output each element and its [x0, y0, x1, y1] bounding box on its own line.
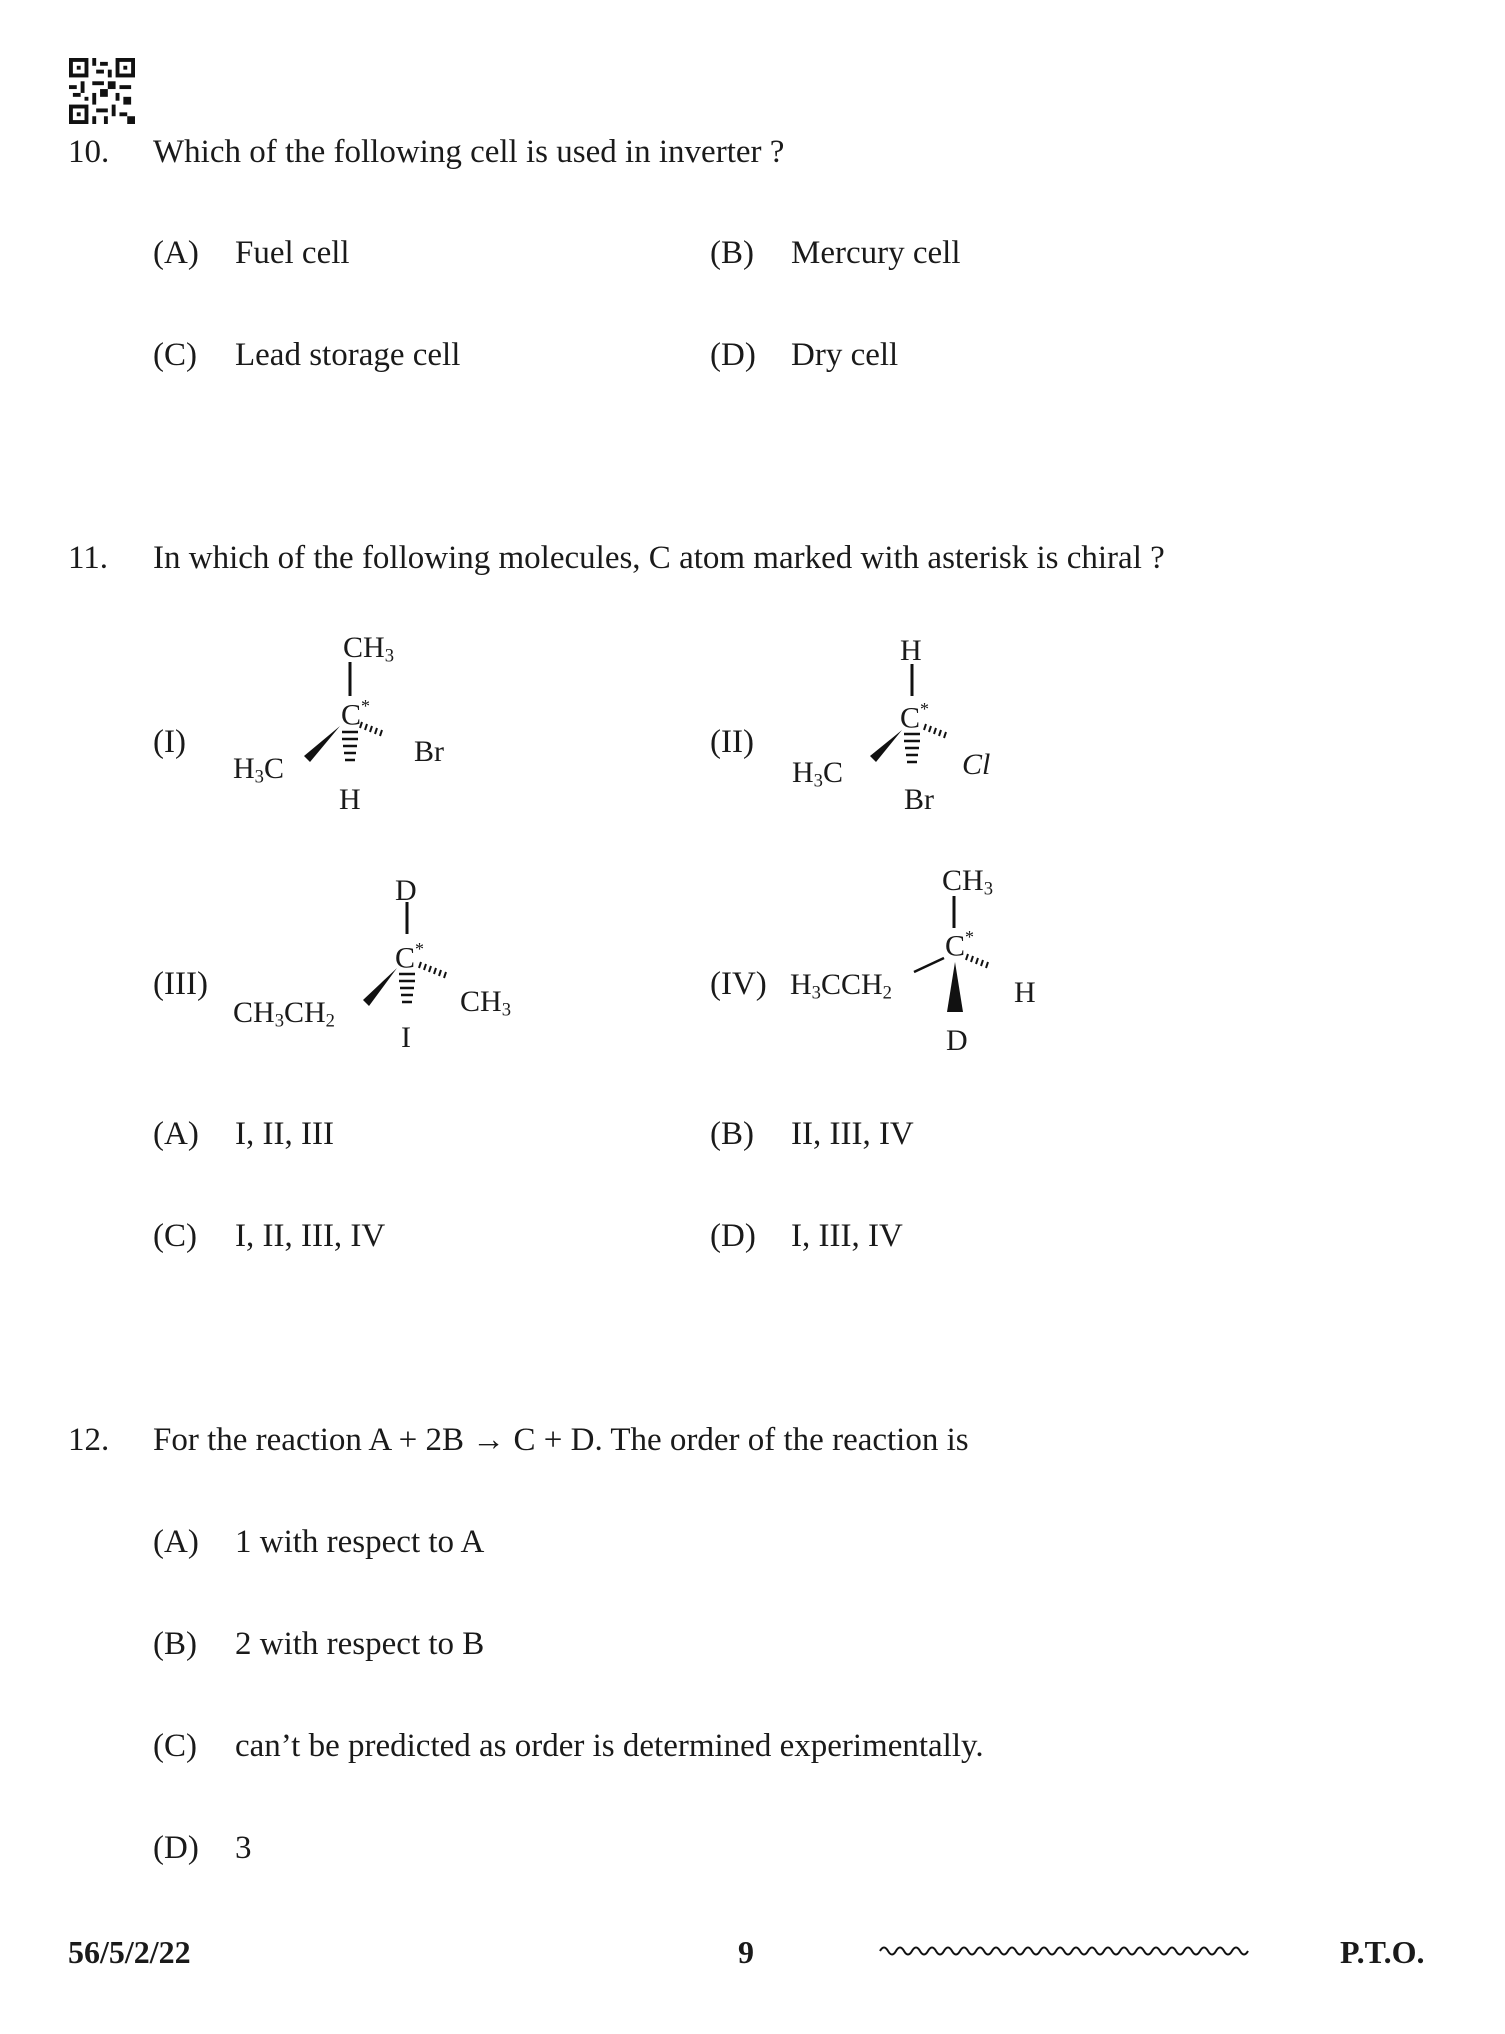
q10-option-c-text: Lead storage cell	[235, 337, 461, 373]
structure-4-label: (IV)	[710, 966, 767, 1002]
q12-option-a-label: (A)	[153, 1524, 199, 1560]
structure-1-carbon: C*	[341, 696, 371, 732]
structure-3-carbon: C*	[395, 939, 425, 975]
question-10-text: Which of the following cell is used in inverter ?	[153, 134, 785, 170]
q10-option-b-text: Mercury cell	[791, 235, 961, 271]
q11-option-a-text: I, II, III	[235, 1116, 334, 1152]
question-11-number: 11.	[68, 540, 109, 576]
structure-1-left-group: $H_3C$	[233, 752, 284, 788]
q11-option-c-text: I, II, III, IV	[235, 1218, 386, 1254]
wavy-line-decoration	[880, 1944, 1252, 1958]
qr-code-icon	[68, 58, 136, 124]
q10-option-b-label: (B)	[710, 235, 754, 271]
q12-option-b-text: 2 with respect to B	[235, 1626, 485, 1662]
q10-option-d-label: (D)	[710, 337, 756, 373]
structure-2-label: (II)	[710, 724, 754, 760]
structure-2-right-group: Cl	[962, 748, 991, 781]
structure-4-left-group: $H_3CCH_2$	[790, 968, 892, 1004]
q10-option-a-text: Fuel cell	[235, 235, 350, 271]
q12-option-a-text: 1 with respect to A	[235, 1524, 485, 1560]
structure-4-top-group: $CH_3$	[942, 864, 993, 900]
q10-option-d-text: Dry cell	[791, 337, 899, 373]
q12-option-d-label: (D)	[153, 1830, 199, 1866]
structure-2-bottom-group: Br	[904, 783, 934, 816]
structure-1-label: (I)	[153, 724, 186, 760]
q11-option-c-label: (C)	[153, 1218, 197, 1254]
q11-option-d-label: (D)	[710, 1218, 756, 1254]
q10-option-a-label: (A)	[153, 235, 199, 271]
structure-1-bottom-group: H	[339, 783, 361, 816]
question-12-number: 12.	[68, 1422, 110, 1458]
structure-2-top-group: H	[900, 634, 922, 667]
question-10-number: 10.	[68, 134, 110, 170]
question-11-text: In which of the following molecules, C atom marked with asterisk is chiral ?	[153, 540, 1165, 576]
q11-option-b-text: II, III, IV	[791, 1116, 914, 1152]
q11-option-b-label: (B)	[710, 1116, 754, 1152]
q11-option-a-label: (A)	[153, 1116, 199, 1152]
structure-1-right-group: Br	[414, 735, 444, 768]
pto-label: P.T.O.	[1340, 1934, 1425, 1970]
page-number: 9	[738, 1934, 754, 1970]
structure-2-carbon: C*	[900, 699, 930, 735]
question-12-text: For the reaction A + 2B → C + D. The order of the reaction is	[153, 1422, 969, 1458]
structure-4-bonds	[880, 890, 1020, 1040]
structure-3-top-group: D	[395, 874, 417, 907]
structure-3-bottom-group: I	[401, 1021, 411, 1054]
q12-option-c-label: (C)	[153, 1728, 197, 1764]
q12-option-c-text: can’t be predicted as order is determined experimentally.	[235, 1728, 984, 1764]
q12-option-d-text: 3	[235, 1830, 252, 1866]
structure-3-left-group: $CH_3CH_2$	[233, 996, 335, 1032]
q12-option-b-label: (B)	[153, 1626, 197, 1662]
structure-4-right-group: H	[1014, 976, 1036, 1009]
structure-1-top-group: $CH_3$	[343, 631, 394, 667]
structure-4-bottom-group: D	[946, 1024, 968, 1057]
q10-option-c-label: (C)	[153, 337, 197, 373]
structure-2-left-group: $H_3C$	[792, 756, 843, 792]
structure-3-right-group: $CH_3$	[460, 985, 511, 1021]
structure-3-label: (III)	[153, 966, 208, 1002]
q11-option-d-text: I, III, IV	[791, 1218, 903, 1254]
structure-4-carbon: C*	[945, 927, 975, 963]
paper-code: 56/5/2/22	[68, 1934, 191, 1970]
